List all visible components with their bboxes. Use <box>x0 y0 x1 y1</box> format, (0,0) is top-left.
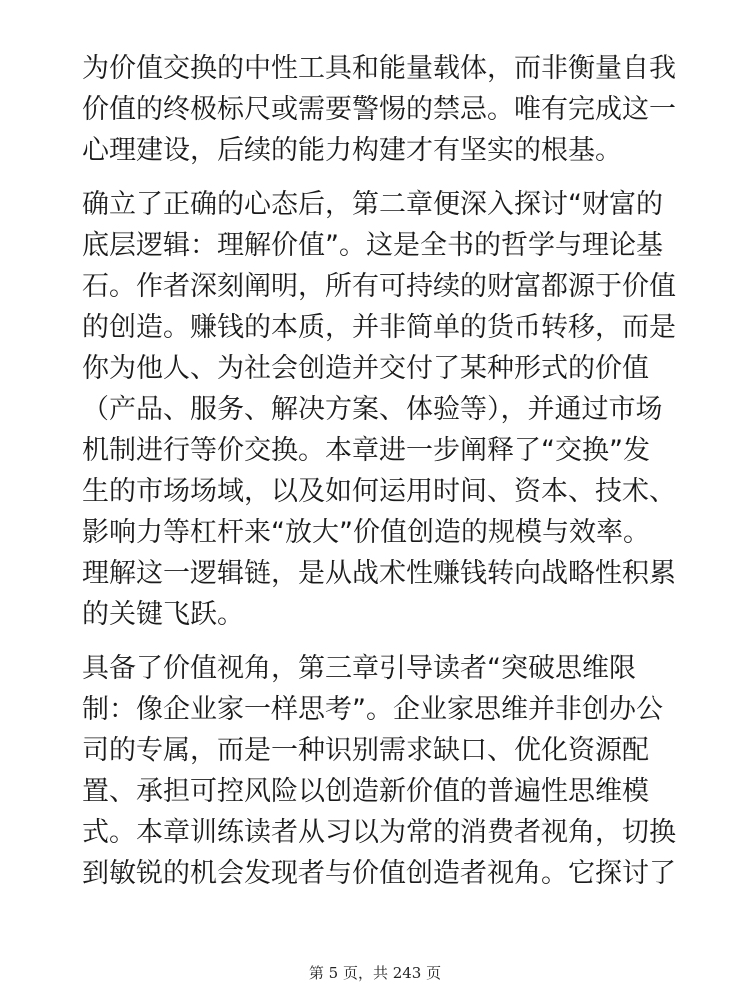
paragraph-3 <box>82 648 676 894</box>
text-line: 具备了价值视角，第三章引导读者“突破思维限 <box>82 653 636 684</box>
paragraph-spacer <box>82 171 672 184</box>
text-line: 司的专属，而是一种识别需求缺口、优化资源配 <box>82 735 649 766</box>
text-line: 的创造。赚钱的本质，并非简单的货币转移，而是 <box>82 312 676 343</box>
text-line: 石。作者深刻阐明，所有可持续的财富都源于价值 <box>82 271 676 302</box>
text-line: 机制进行等价交换。本章进一步阐释了“交换”发 <box>82 435 650 466</box>
text-line: 心理建设，后续的能力构建才有坚实的根基。 <box>82 135 622 166</box>
page-number-footer: 第 5 页，共 243 页 <box>308 964 442 982</box>
paragraph-1 <box>82 48 676 171</box>
text-line: 置、承担可控风险以创造新价值的普遍性思维模 <box>82 776 649 807</box>
text-line: 生的市场场域，以及如何运用时间、资本、技术、 <box>82 476 676 507</box>
text-line: 价值的终极标尺或需要警惕的禁忌。唯有完成这一 <box>82 94 676 125</box>
text-line: 制：像企业家一样思考”。企业家思维并非创办公 <box>82 694 663 725</box>
body-text <box>82 48 676 894</box>
text-line: 影响力等杠杆来“放大”价值创造的规模与效率。 <box>82 517 650 548</box>
text-line: 你为他人、为社会创造并交付了某种形式的价值 <box>82 353 649 384</box>
text-line: 到敏锐的机会发现者与价值创造者视角。它探讨了 <box>82 858 676 889</box>
text-line: 式。本章训练读者从习以为常的消费者视角，切换 <box>82 817 676 848</box>
text-line: 确立了正确的心态后，第二章便深入探讨“财富的 <box>82 189 663 220</box>
text-line: 的关键飞跃。 <box>82 599 244 630</box>
paragraph-spacer <box>82 635 672 648</box>
text-line: 为价值交换的中性工具和能量载体，而非衡量自我 <box>82 53 676 84</box>
text-line: （产品、服务、解决方案、体验等），并通过市场 <box>82 394 663 425</box>
text-line: 底层逻辑：理解价值”。这是全书的哲学与理论基 <box>82 230 663 261</box>
paragraph-2 <box>82 184 676 635</box>
text-line: 理解这一逻辑链，是从战术性赚钱转向战略性积累 <box>82 558 676 589</box>
